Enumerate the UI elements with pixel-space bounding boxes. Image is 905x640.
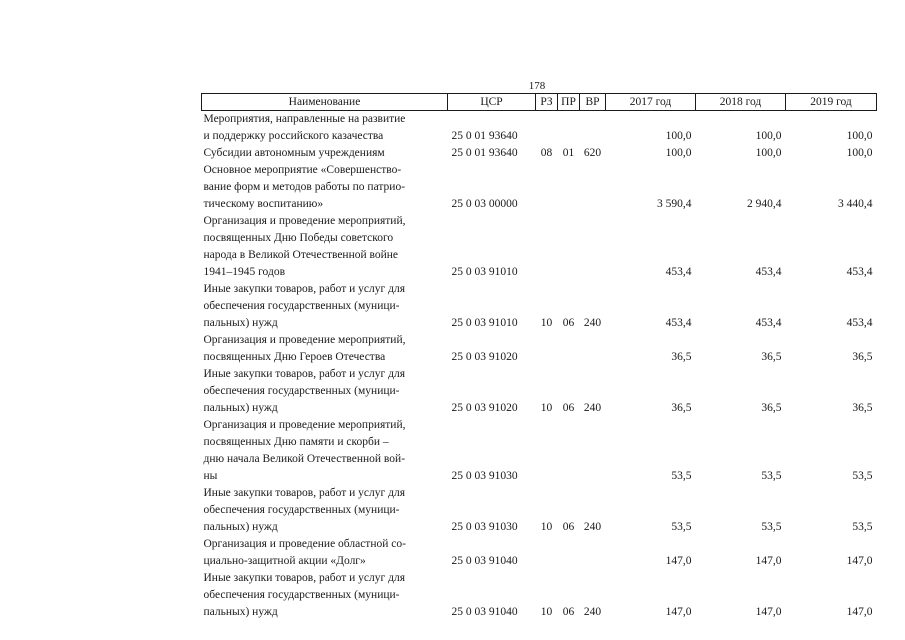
- header-vr: ВР: [580, 94, 606, 111]
- row-name-line: Организация и проведение мероприятий,: [203, 215, 406, 227]
- row-name-line: Иные закупки товаров, работ и услуг для: [203, 283, 405, 295]
- row-value-2018: 53,5: [761, 470, 782, 482]
- row-value-2017: 100,0: [665, 147, 692, 159]
- table-header-row: [202, 94, 877, 111]
- row-value-2019: 453,4: [846, 317, 873, 329]
- table-row: [202, 332, 877, 366]
- row-name: [202, 366, 448, 417]
- row-value-2018: 36,5: [761, 351, 782, 363]
- row-name-line: вание форм и методов работы по патрио-: [203, 181, 406, 193]
- table-row: [202, 213, 877, 281]
- row-vr: 620: [583, 147, 602, 159]
- table-row: [202, 570, 877, 621]
- row-pr: [558, 332, 580, 366]
- row-value-2019: 147,0: [846, 606, 873, 618]
- row-value-2017: 453,4: [665, 266, 692, 278]
- row-pr: 06: [562, 317, 575, 329]
- row-value-2018: 147,0: [755, 555, 782, 567]
- table-row: [202, 536, 877, 570]
- table-row: [202, 111, 877, 146]
- row-name-line: Субсидии автономным учреждениям: [203, 147, 385, 159]
- row-name-line: обеспечения государственных (муници-: [203, 385, 400, 397]
- row-csr: 25 0 03 91020: [451, 402, 518, 414]
- row-value-2019: 453,4: [846, 266, 873, 278]
- row-name-line: обеспечения государственных (муници-: [203, 504, 400, 516]
- row-rz: [536, 111, 558, 146]
- row-rz: [536, 332, 558, 366]
- row-name-line: ны: [203, 470, 218, 482]
- row-value-2018: 2 940,4: [747, 198, 782, 210]
- row-value-2017: 36,5: [671, 402, 692, 414]
- row-name-line: и поддержку российского казачества: [203, 130, 384, 142]
- row-value-2019: 100,0: [846, 130, 873, 142]
- table-row: [202, 281, 877, 332]
- row-value-2019: 36,5: [852, 402, 873, 414]
- row-name-line: дню начала Великой Отечественной вой-: [203, 453, 406, 465]
- row-name-line: пальных) нужд: [203, 606, 278, 618]
- row-csr: 25 0 03 91030: [451, 521, 518, 533]
- header-rz: РЗ: [536, 94, 558, 111]
- header-pr: ПР: [558, 94, 580, 111]
- row-name-line: Организация и проведение областной со-: [203, 538, 406, 550]
- header-2018: 2018 год: [696, 94, 786, 111]
- row-name-line: пальных) нужд: [203, 317, 278, 329]
- row-value-2017: 100,0: [665, 130, 692, 142]
- row-name-line: посвященных Дню памяти и скорби –: [203, 436, 389, 448]
- row-name: [202, 570, 448, 621]
- row-pr: 06: [562, 521, 575, 533]
- row-value-2017: 53,5: [671, 470, 692, 482]
- table-row: [202, 417, 877, 485]
- table-row: [202, 485, 877, 536]
- row-name: [202, 332, 448, 366]
- row-vr: [580, 213, 606, 281]
- header-csr: ЦСР: [448, 94, 536, 111]
- row-rz: [536, 536, 558, 570]
- row-rz: [536, 417, 558, 485]
- row-name-line: Иные закупки товаров, работ и услуг для: [203, 368, 405, 380]
- row-pr: [558, 417, 580, 485]
- row-name-line: Мероприятия, направленные на развитие: [203, 113, 406, 125]
- row-name-line: народа в Великой Отечественной войне: [203, 249, 399, 261]
- row-value-2018: 100,0: [755, 130, 782, 142]
- row-name: [202, 213, 448, 281]
- row-value-2017: 36,5: [671, 351, 692, 363]
- row-vr: [580, 536, 606, 570]
- table-row: [202, 145, 877, 162]
- row-name-line: обеспечения государственных (муници-: [203, 589, 400, 601]
- row-vr: 240: [583, 317, 602, 329]
- table-row: [202, 162, 877, 213]
- budget-table: [201, 93, 877, 621]
- row-value-2018: 453,4: [755, 317, 782, 329]
- row-name-line: Иные закупки товаров, работ и услуг для: [203, 572, 405, 584]
- row-csr: 25 0 01 93640: [451, 130, 518, 142]
- row-vr: [580, 417, 606, 485]
- row-pr: 06: [562, 402, 575, 414]
- row-value-2019: 100,0: [846, 147, 873, 159]
- row-value-2017: 53,5: [671, 521, 692, 533]
- row-value-2018: 453,4: [755, 266, 782, 278]
- row-csr: 25 0 03 91020: [451, 351, 518, 363]
- row-csr: 25 0 03 91010: [451, 317, 518, 329]
- row-name: [202, 417, 448, 485]
- row-value-2017: 453,4: [665, 317, 692, 329]
- row-csr: 25 0 03 91040: [451, 606, 518, 618]
- header-2017: 2017 год: [606, 94, 696, 111]
- row-rz: [536, 162, 558, 213]
- row-rz: [536, 213, 558, 281]
- row-value-2018: 53,5: [761, 521, 782, 533]
- row-rz: 08: [540, 147, 553, 159]
- header-2019: 2019 год: [786, 94, 877, 111]
- row-name-line: посвященных Дню Победы советского: [203, 232, 394, 244]
- table-row: [202, 366, 877, 417]
- row-pr: [558, 162, 580, 213]
- row-csr: 25 0 03 91030: [451, 470, 518, 482]
- page-number: 178: [528, 80, 546, 92]
- row-value-2019: 147,0: [846, 555, 873, 567]
- row-name-line: 1941–1945 годов: [203, 266, 286, 278]
- row-vr: 240: [583, 521, 602, 533]
- row-name: [202, 281, 448, 332]
- row-pr: 06: [562, 606, 575, 618]
- row-vr: [580, 162, 606, 213]
- row-csr: 25 0 01 93640: [451, 147, 518, 159]
- row-name-line: циально-защитной акции «Долг»: [203, 555, 366, 567]
- row-name-line: пальных) нужд: [203, 402, 278, 414]
- row-csr: 25 0 03 00000: [451, 198, 518, 210]
- row-name-line: Организация и проведение мероприятий,: [203, 419, 406, 431]
- row-value-2018: 36,5: [761, 402, 782, 414]
- row-name: [202, 536, 448, 570]
- row-pr: [558, 213, 580, 281]
- row-pr: [558, 536, 580, 570]
- row-csr: 25 0 03 91010: [451, 266, 518, 278]
- row-value-2019: 3 440,4: [838, 198, 873, 210]
- row-name: [202, 485, 448, 536]
- row-value-2018: 147,0: [755, 606, 782, 618]
- row-name-line: пальных) нужд: [203, 521, 278, 533]
- row-pr: 01: [562, 147, 575, 159]
- row-rz: 10: [540, 606, 553, 618]
- row-value-2017: 147,0: [665, 555, 692, 567]
- row-rz: 10: [540, 521, 553, 533]
- row-value-2017: 147,0: [665, 606, 692, 618]
- table-body: [202, 111, 877, 622]
- row-name-line: тическому воспитанию»: [203, 198, 324, 210]
- row-value-2019: 36,5: [852, 351, 873, 363]
- row-name-line: Иные закупки товаров, работ и услуг для: [203, 487, 405, 499]
- row-name-line: Организация и проведение мероприятий,: [203, 334, 406, 346]
- row-value-2017: 3 590,4: [657, 198, 692, 210]
- row-vr: [580, 332, 606, 366]
- row-vr: 240: [583, 402, 602, 414]
- row-name: [202, 162, 448, 213]
- row-value-2018: 100,0: [755, 147, 782, 159]
- header-name: Наименование: [202, 94, 448, 111]
- row-name-line: посвященных Дню Героев Отечества: [203, 351, 386, 363]
- row-vr: 240: [583, 606, 602, 618]
- row-csr: 25 0 03 91040: [451, 555, 518, 567]
- row-name-line: Основное мероприятие «Совершенство-: [203, 164, 402, 176]
- row-rz: 10: [540, 317, 553, 329]
- row-value-2019: 53,5: [852, 470, 873, 482]
- row-value-2019: 53,5: [852, 521, 873, 533]
- row-name-line: обеспечения государственных (муници-: [203, 300, 400, 312]
- row-name: [202, 145, 448, 162]
- row-vr: [580, 111, 606, 146]
- row-pr: [558, 111, 580, 146]
- row-name: [202, 111, 448, 146]
- row-rz: 10: [540, 402, 553, 414]
